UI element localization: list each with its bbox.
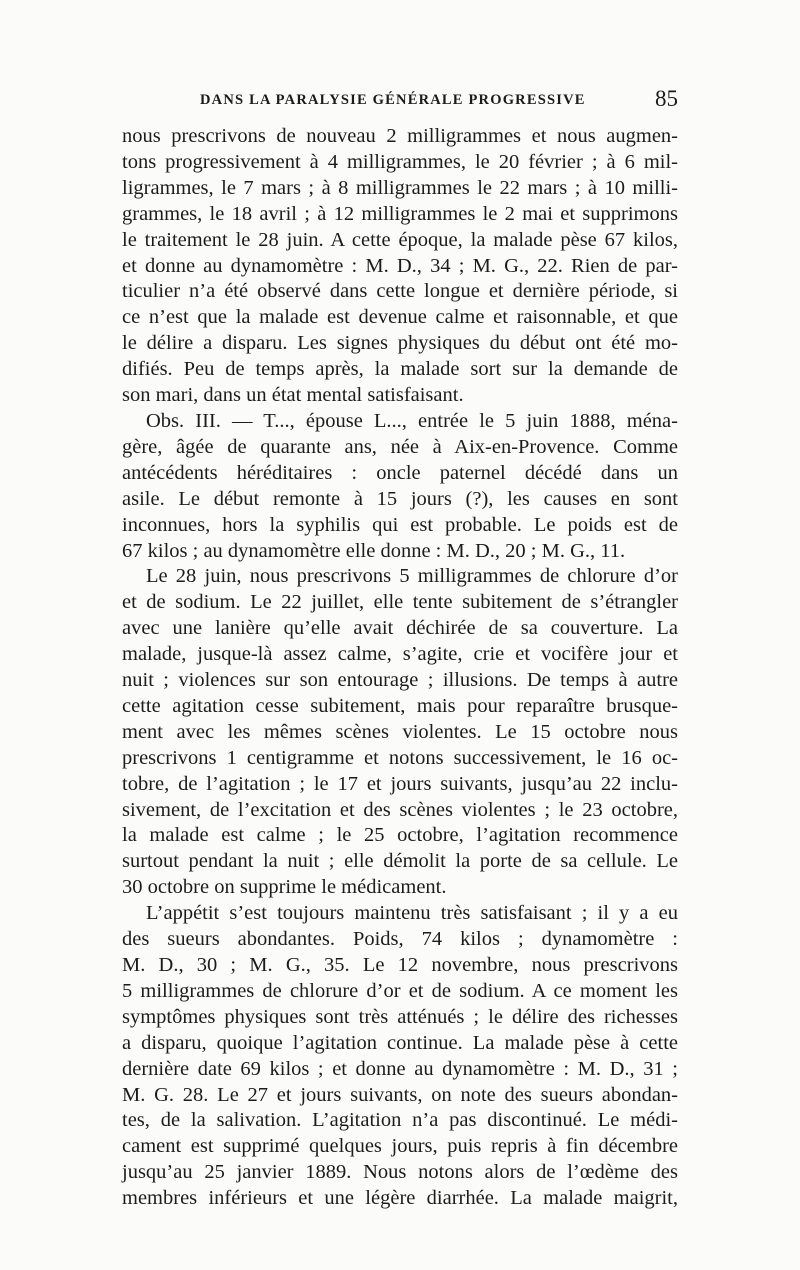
text-line: asile. Le début remonte à 15 jours (?), les causes en sont bbox=[122, 487, 678, 510]
text-line: symptômes physiques sont très atténués ; le délire des richesses bbox=[122, 1005, 678, 1028]
text-line: M. G. 28. Le 27 et jours suivants, on note des sueurs abondan- bbox=[122, 1083, 678, 1106]
text-line: difiés. Peu de temps après, la malade sort sur la demande de bbox=[122, 358, 678, 381]
text-line: Le 28 juin, nous prescrivons 5 milligrammes de chlorure d’or bbox=[146, 565, 678, 588]
text-line: avec une lanière qu’elle avait déchirée de sa couverture. La bbox=[122, 617, 678, 640]
text-line: cament est supprimé quelques jours, puis repris à fin décembre bbox=[122, 1135, 678, 1158]
text-line: et donne au dynamomètre : M. D., 34 ; M. G., 22. Rien de par- bbox=[122, 254, 678, 277]
text-line: tons progressivement à 4 milligrammes, le 20 février ; à 6 mil- bbox=[122, 150, 678, 173]
text-line: L’appétit s’est toujours maintenu très satisfaisant ; il y a eu bbox=[146, 902, 678, 925]
text-line: 30 octobre on supprime le médicament. bbox=[122, 876, 447, 899]
text-line: 5 milligrammes de chlorure d’or et de sodium. A ce moment les bbox=[122, 979, 678, 1002]
text-line: gère, âgée de quarante ans, née à Aix-en-Provence. Comme bbox=[122, 435, 678, 458]
text-line: ticulier n’a été observé dans cette longue et dernière période, si bbox=[122, 280, 678, 303]
text-line: Obs. III. — T..., épouse L..., entrée le 5 juin 1888, ména- bbox=[146, 409, 678, 432]
text-line: a disparu, quoique l’agitation continue. La malade pèse à cette bbox=[122, 1031, 678, 1054]
text-line: grammes, le 18 avril ; à 12 milligrammes le 2 mai et supprimons bbox=[122, 202, 678, 225]
text-line: surtout pendant la nuit ; elle démolit la porte de sa cellule. Le bbox=[122, 850, 678, 873]
text-line: prescrivons 1 centigramme et notons successivement, le 16 oc- bbox=[122, 746, 678, 769]
text-line: sivement, de l’excitation et des scènes violentes ; le 23 octobre, bbox=[122, 798, 678, 821]
text-line: ce n’est que la malade est devenue calme et raisonnable, et que bbox=[122, 306, 678, 329]
text-line: M. D., 30 ; M. G., 35. Le 12 novembre, nous prescrivons bbox=[122, 954, 678, 976]
body-text bbox=[122, 124, 678, 1212]
text-line: des sueurs abondantes. Poids, 74 kilos ; dynamomètre : bbox=[122, 928, 678, 951]
text-line: membres inférieurs et une légère diarrhée. La malade maigrit, bbox=[122, 1187, 678, 1210]
text-line: 67 kilos ; au dynamomètre elle donne : M. D., 20 ; M. G., 11. bbox=[122, 539, 626, 562]
text-line: cette agitation cesse subitement, mais pour reparaître brusque- bbox=[122, 694, 678, 717]
text-line: le délire a disparu. Les signes physiques du début ont été mo- bbox=[122, 332, 678, 355]
text-line: et de sodium. Le 22 juillet, elle tente subitement de s’étrangler bbox=[122, 591, 678, 614]
text-line: nuit ; violences sur son entourage ; illusions. De temps à autre bbox=[122, 669, 678, 692]
text-line: nous prescrivons de nouveau 2 milligrammes et nous augmen- bbox=[122, 125, 678, 147]
text-line: le traitement le 28 juin. A cette époque, la malade pèse 67 kilos, bbox=[122, 228, 678, 251]
text-line: ligrammes, le 7 mars ; à 8 milligrammes le 22 mars ; à 10 milli- bbox=[122, 176, 678, 199]
text-line: dernière date 69 kilos ; et donne au dynamomètre : M. D., 31 ; bbox=[122, 1057, 678, 1080]
text-line: la malade est calme ; le 25 octobre, l’agitation recommence bbox=[122, 824, 678, 847]
text-line: malade, jusque-là assez calme, s’agite, crie et vocifère jour et bbox=[122, 643, 678, 666]
running-head: DANS LA PARALYSIE GÉNÉRALE PROGRESSIVE bbox=[200, 92, 586, 108]
text-line: antécédents héréditaires : oncle paternel décédé dans un bbox=[122, 461, 678, 484]
text-line: ment avec les mêmes scènes violentes. Le 15 octobre nous bbox=[122, 720, 678, 743]
text-line: tes, de la salivation. L’agitation n’a pas discontinué. Le médi- bbox=[122, 1109, 678, 1132]
text-line: jusqu’au 25 janvier 1889. Nous notons alors de l’œdème des bbox=[122, 1161, 678, 1184]
text-line: tobre, de l’agitation ; le 17 et jours suivants, jusqu’au 22 inclu- bbox=[122, 772, 678, 795]
text-line: inconnues, hors la syphilis qui est probable. Le poids est de bbox=[122, 513, 678, 536]
text-line: son mari, dans un état mental satisfaisant. bbox=[122, 384, 464, 407]
page-number: 85 bbox=[655, 86, 678, 111]
page-header bbox=[122, 86, 678, 118]
